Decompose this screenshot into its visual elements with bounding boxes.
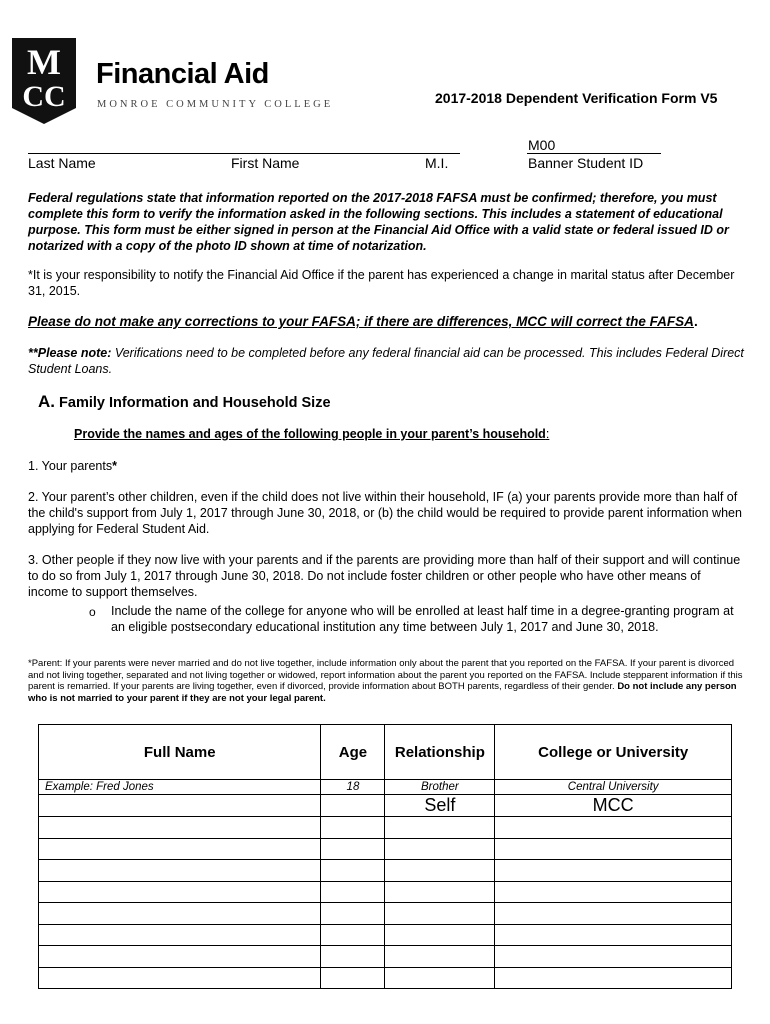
mcc-logo-shield [12, 38, 76, 124]
item-1-text: 1. Your parents [28, 459, 113, 473]
please-note [28, 345, 744, 377]
example-college: Central University [495, 780, 732, 795]
relationship-cell[interactable] [385, 946, 495, 968]
college-cell[interactable] [495, 860, 732, 882]
logo-title: Financial Aid [96, 58, 269, 90]
section-a-heading [38, 392, 331, 412]
marital-status-notice: *It is your responsibility to notify the Financial Aid Office if the parent has experienced a change in marital status after December 31, 2015. [28, 268, 735, 298]
relationship-cell[interactable] [385, 924, 495, 946]
college-cell[interactable] [495, 838, 732, 860]
college-cell[interactable] [495, 946, 732, 968]
name-cell[interactable] [39, 795, 321, 817]
name-cell[interactable] [39, 946, 321, 968]
item-1-star: * [112, 459, 117, 473]
federal-regulations-text: Federal regulations state that information reported on the 2017-2018 FAFSA must be confirmed; therefore, you must complete this form to verify the information asked in the following sections. This includes a statement of educational purpose. This form must be either signed in person at the Financial Aid Office with a valid state or federal issued ID or notarized with a copy of the photo ID shown at time of notarization. [28, 191, 729, 253]
age-cell[interactable] [321, 817, 385, 839]
relationship-cell[interactable] [385, 967, 495, 989]
header-college: College or University [495, 725, 732, 780]
please-note-label: **Please note: [28, 346, 112, 360]
logo-subtitle: MONROE COMMUNITY COLLEGE [97, 99, 334, 110]
table-row [39, 838, 732, 860]
age-cell[interactable] [321, 881, 385, 903]
name-signature-line[interactable] [28, 153, 460, 154]
name-cell[interactable] [39, 881, 321, 903]
table-row [39, 860, 732, 882]
provide-text: Provide the names and ages of the following people in your parent’s household [74, 427, 546, 441]
example-relationship: Brother [385, 780, 495, 795]
table-header-row [39, 725, 732, 780]
relationship-cell[interactable] [385, 881, 495, 903]
no-corrections-text: Please do not make any corrections to your FAFSA; if there are differences, MCC will correct the FAFSA [28, 314, 694, 329]
header-relationship: Relationship [385, 725, 495, 780]
section-a-title: Family Information and Household Size [55, 395, 331, 411]
age-cell[interactable] [321, 903, 385, 925]
relationship-cell[interactable] [385, 860, 495, 882]
age-cell[interactable] [321, 795, 385, 817]
no-corrections-notice [28, 314, 744, 330]
student-id-prefix[interactable]: M00 [528, 137, 556, 153]
example-row [39, 780, 732, 795]
item-2-other-children: 2. Your parent’s other children, even if the child does not live within their household, IF (a) your parents provide more than half of the child's support from July 1, 2017 through June 30, 2018, or (b) the child would be required to provide parent information when applying for Federal Student Aid. [28, 490, 742, 536]
no-corrections-end: . [693, 314, 698, 329]
name-cell[interactable] [39, 903, 321, 925]
parent-note-bold: Do not include any person who is not married to your parent if they are not your legal parent. [28, 681, 737, 704]
name-cell[interactable] [39, 838, 321, 860]
household-table [38, 724, 732, 989]
section-a-letter: A. [38, 392, 55, 411]
college-cell[interactable] [495, 924, 732, 946]
table-row [39, 795, 732, 817]
last-name-label: Last Name [28, 155, 96, 171]
example-name: Example: Fred Jones [39, 780, 321, 795]
please-note-text: Verifications need to be completed before any federal financial aid can be processed. This includes Federal Direct Student Loans. [28, 346, 744, 376]
header-age: Age [321, 725, 385, 780]
mi-label: M.I. [425, 155, 449, 171]
college-cell[interactable] [495, 817, 732, 839]
item-1-parents [28, 458, 744, 474]
age-cell[interactable] [321, 946, 385, 968]
relationship-cell[interactable] [385, 817, 495, 839]
name-cell[interactable] [39, 860, 321, 882]
age-cell[interactable] [321, 924, 385, 946]
name-cell[interactable] [39, 967, 321, 989]
first-name-label: First Name [231, 155, 300, 171]
name-cell[interactable] [39, 924, 321, 946]
parent-definition-note [28, 658, 744, 704]
relationship-cell[interactable]: Self [385, 795, 495, 817]
age-cell[interactable] [321, 838, 385, 860]
table-row [39, 946, 732, 968]
college-cell[interactable]: MCC [495, 795, 732, 817]
college-bullet-text: Include the name of the college for anyone who will be enrolled at least half time in a degree-granting program at an eligible postsecondary educational institution any time between July 1, 2017 and June 30, 2018. [111, 604, 734, 634]
logo-mark-top: M [27, 42, 61, 82]
table-row [39, 924, 732, 946]
header-full-name: Full Name [39, 725, 321, 780]
banner-id-label: Banner Student ID [528, 155, 644, 171]
college-cell[interactable] [495, 903, 732, 925]
provide-colon: : [545, 427, 550, 441]
college-cell[interactable] [495, 967, 732, 989]
name-cell[interactable] [39, 817, 321, 839]
provide-instructions [74, 427, 549, 441]
example-age: 18 [321, 780, 385, 795]
parent-note-text: *Parent: If your parents were never married and do not live together, include information only about the parent that you reported on the FAFSA. If your parent is divorced and not living together, separated and not living together or widowed, report information about the parent you reported on the FAFSA. Include stepparent information if this parent is remarried. If your parents are living together, even if divorced, provide information about BOTH parents, regardless of their gender. [28, 658, 743, 693]
table-row [39, 881, 732, 903]
item-3-other-people: 3. Other people if they now live with your parents and if the parents are providing more than half of their support and will continue to do so from July 1, 2017 through June 30, 2018. Do not include foster children or other people who have other means of income to support themselves. [28, 553, 741, 599]
logo-mark-bottom: CC [22, 80, 66, 113]
college-cell[interactable] [495, 881, 732, 903]
table-row [39, 967, 732, 989]
banner-id-line[interactable] [527, 153, 661, 154]
age-cell[interactable] [321, 967, 385, 989]
relationship-cell[interactable] [385, 903, 495, 925]
table-row [39, 903, 732, 925]
bullet-circle-icon: o [89, 605, 96, 619]
table-row [39, 817, 732, 839]
age-cell[interactable] [321, 860, 385, 882]
form-title: 2017-2018 Dependent Verification Form V5 [435, 90, 718, 106]
relationship-cell[interactable] [385, 838, 495, 860]
